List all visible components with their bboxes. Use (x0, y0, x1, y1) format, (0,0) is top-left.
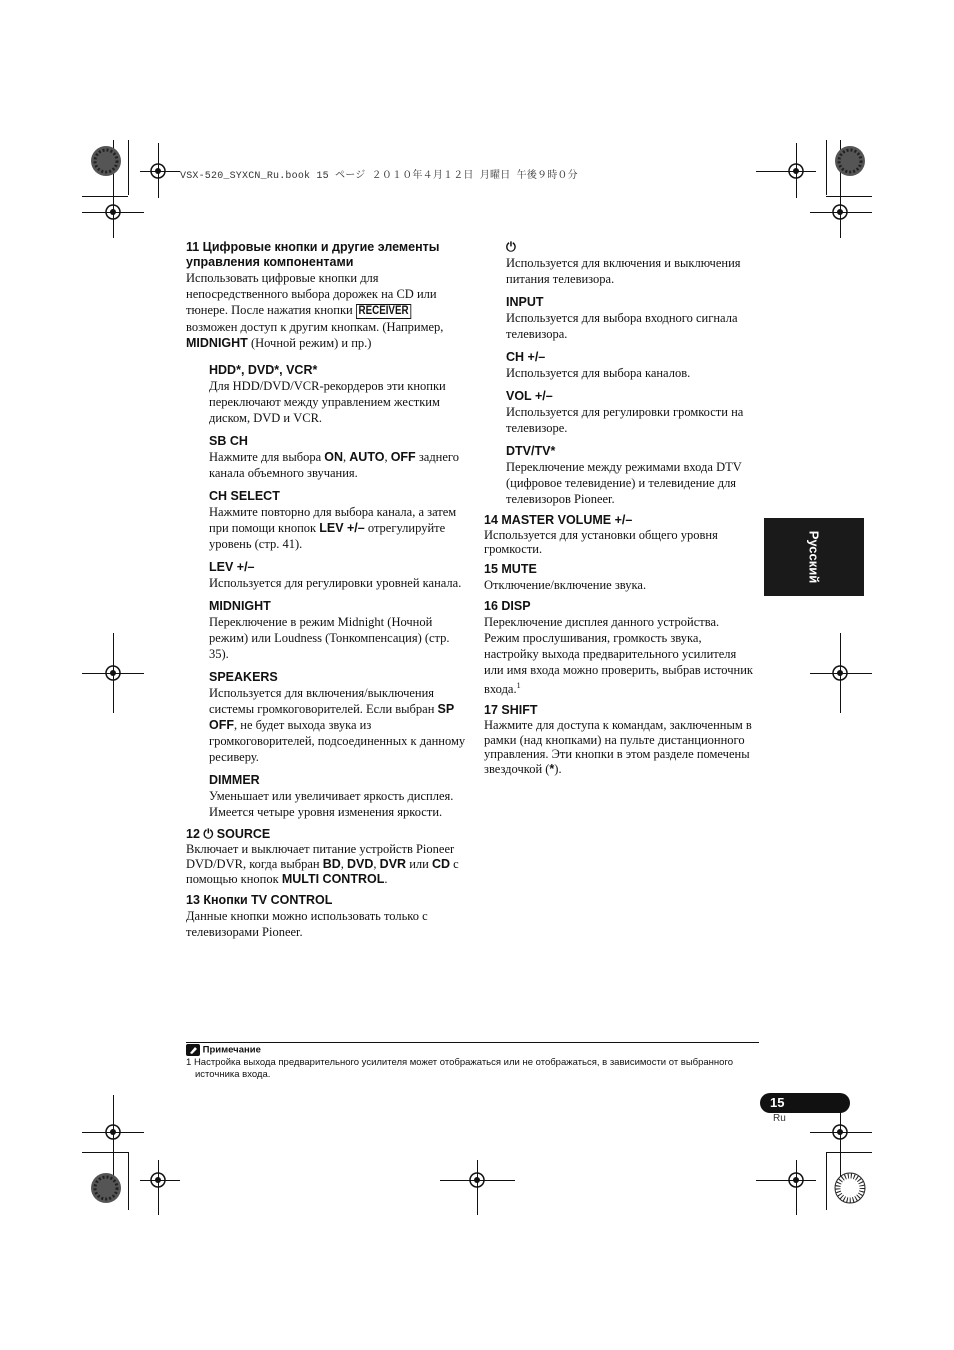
crosshair-icon (830, 663, 850, 683)
note-divider (186, 1042, 759, 1043)
input-heading: INPUT (506, 295, 544, 309)
speakers-text-2: , не будет выхода звука из громкоговорителей, подсоединенных к данному ресиверу. (209, 718, 466, 764)
dtv-heading: DTV/TV* (506, 444, 556, 458)
hdd-heading: HDD*, DVD*, VCR* (209, 363, 318, 377)
crosshair-icon (103, 1122, 123, 1142)
s12-text-1: Включает и выключает питание устройств Pioneer DVD/DVR, когда выбран (186, 842, 455, 871)
registration-circle-icon (90, 145, 122, 177)
section-15-block (484, 562, 754, 593)
input-block (506, 295, 754, 342)
section-11-body (186, 270, 466, 351)
dtv-body: Переключение между режимами входа DTV (цифровое телевидение) и телевидение для телевизоров Pioneer. (506, 460, 742, 506)
crosshair-icon (786, 161, 806, 181)
section-14-body: Используется для установки общего уровня громкости. (484, 528, 718, 556)
s12-dvr: DVR (379, 857, 407, 871)
tv-power-block (506, 240, 754, 287)
s12-or: или (406, 857, 432, 871)
midnight-body: Переключение в режим Midnight (Ночной режим) или Loudness (Тонкомпенсация) (стр. 35). (209, 615, 450, 661)
midnight-heading: MIDNIGHT (209, 599, 271, 613)
crosshair-icon (830, 1122, 850, 1142)
registration-circle-icon (90, 1172, 122, 1204)
page-number: 15 (770, 1095, 785, 1110)
dimmer-body: Уменьшает или увеличивает яркость дисплея. Имеется четыре уровня изменения яркости. (209, 789, 454, 819)
s17-star: * (549, 761, 555, 776)
page-language: Ru (773, 1113, 786, 1124)
sbch-off: OFF (390, 450, 416, 464)
sbch-block (209, 434, 466, 481)
crosshair-icon (103, 663, 123, 683)
left-column (186, 240, 466, 940)
section-16-body (484, 614, 754, 697)
section-11-heading: 11 Цифровые кнопки и другие элементы управления компонентами (186, 240, 440, 269)
dimmer-heading: DIMMER (209, 773, 260, 787)
input-body: Используется для выбора входного сигнала телевизора. (506, 311, 738, 341)
speakers-body (209, 685, 466, 765)
sbch-comma-1: , (343, 450, 350, 464)
section-11-text-1: Использовать цифровые кнопки для непосредственного выбора дорожек на CD или тюнере. После нажатия кнопки (186, 271, 437, 317)
midnight-inline: MIDNIGHT (186, 336, 248, 350)
registration-circle-icon (834, 1172, 866, 1204)
lev-body: Используется для регулировки уровней канала. (209, 576, 462, 590)
tv-power-body: Используется для включения и выключения питания телевизора. (506, 256, 741, 286)
chselect-heading: CH SELECT (209, 489, 280, 503)
vol-block (506, 389, 754, 436)
print-header: VSX-520_SYXCN_Ru.book 15 ページ ２０１０年４月１２日 月曜日 午後９時０分 (180, 171, 578, 182)
speakers-spoff: SP OFF (209, 702, 454, 732)
section-17-body (484, 718, 754, 776)
s12-comma-1: , (340, 857, 348, 871)
section-16-text: Переключение дисплея данного устройства. Режим прослушивания, громкость звука, настройку выхода предварительного усилителя или имя входа можно проверить, выбрав источник входа. (484, 615, 753, 697)
lev-block (209, 560, 466, 591)
section-12-heading (186, 827, 466, 842)
midnight-block (209, 599, 466, 662)
vol-body: Используется для регулировки громкости на телевизоре. (506, 405, 744, 435)
note-number: 1 (186, 1056, 192, 1068)
chselect-body (209, 504, 466, 552)
chselect-lev: LEV +/– (319, 521, 365, 535)
s12-comma-2: , (373, 857, 380, 871)
section-13-block (186, 893, 466, 940)
section-11-text-3: (Ночной режим) и пр.) (247, 336, 372, 350)
ch-heading: CH +/– (506, 350, 546, 364)
sbch-on: ON (324, 450, 344, 464)
language-tab-label: Русский (806, 530, 822, 584)
vol-heading: VOL +/– (506, 389, 553, 403)
s12-multi-control: MULTI CONTROL (281, 872, 385, 886)
chselect-text-1: Нажмите повторно для выбора канала, а затем при помощи кнопок (209, 505, 457, 535)
speakers-text-1: Используется для включения/выключения системы громкоговорителей. Если выбран (209, 686, 438, 716)
s17-text-1: Нажмите для доступа к командам, заключенным в рамки (над кнопками) на пульте дистанционного управления. Эти кнопки в этом разделе помечены звездочкой ( (484, 718, 752, 776)
section-12-block (186, 827, 466, 887)
s12-bd: BD (322, 857, 341, 871)
s12-end: . (384, 872, 388, 886)
section-15-heading: 15 MUTE (484, 562, 537, 576)
s17-text-2: ). (554, 761, 562, 776)
power-icon: ⏻ (506, 240, 516, 254)
section-12-body (186, 842, 466, 887)
crosshair-icon (148, 161, 168, 181)
language-tab (764, 518, 864, 596)
crosshair-icon (467, 1170, 487, 1190)
crosshair-icon (148, 1170, 168, 1190)
section-17-heading: 17 SHIFT (484, 703, 538, 718)
s12-cd: CD (431, 857, 451, 871)
section-12-label: SOURCE (213, 827, 271, 841)
crosshair-icon (786, 1170, 806, 1190)
sbch-heading: SB CH (209, 434, 248, 448)
dimmer-block (209, 773, 466, 820)
footnote-ref: 1 (516, 681, 521, 690)
section-16-heading: 16 DISP (484, 599, 531, 613)
sbch-text-1: Нажмите для выбора (209, 450, 325, 464)
note-text: Настройка выхода предварительного усилителя может отображаться или не отображаться, в зависимости от выбранного источника входа. (193, 1056, 734, 1080)
note-block (186, 1044, 746, 1081)
sbch-text-2: заднего канала объемного звучания. (209, 450, 459, 480)
crosshair-icon (830, 202, 850, 222)
note-item (186, 1057, 746, 1081)
power-icon: ⏻ (203, 827, 214, 841)
sbch-body (209, 449, 466, 481)
receiver-key-label: RECEIVER (356, 304, 411, 319)
section-17-block (484, 703, 754, 776)
note-title: Примечание (202, 1044, 261, 1056)
right-column (484, 240, 754, 776)
speakers-block (209, 670, 466, 765)
dtv-block (506, 444, 754, 507)
sbch-comma-2: , (384, 450, 391, 464)
registration-circle-icon (834, 145, 866, 177)
section-11-text-2: возможен доступ к другим кнопкам. (Например, (186, 320, 444, 334)
chselect-text-2: отрегулируйте уровень (стр. 41). (209, 521, 446, 551)
hdd-block (209, 363, 466, 426)
section-13-heading: 13 Кнопки TV CONTROL (186, 893, 333, 907)
section-15-body: Отключение/включение звука. (484, 578, 647, 592)
pencil-note-icon (186, 1044, 200, 1056)
section-16-block (484, 599, 754, 697)
section-13-body: Данные кнопки можно использовать только с телевизорами Pioneer. (186, 909, 428, 939)
note-title-row (186, 1044, 746, 1057)
speakers-heading: SPEAKERS (209, 670, 278, 684)
s12-text-2: с помощью кнопок (186, 857, 459, 886)
ch-block (506, 350, 754, 381)
section-14-block (484, 513, 754, 556)
section-14-heading: 14 MASTER VOLUME +/– (484, 513, 633, 527)
chselect-block (209, 489, 466, 552)
section-12-number: 12 (186, 827, 204, 841)
sbch-auto: AUTO (349, 450, 385, 464)
ch-body: Используется для выбора каналов. (506, 366, 691, 380)
crosshair-icon (103, 202, 123, 222)
s12-dvd: DVD (347, 857, 374, 871)
lev-heading: LEV +/– (209, 560, 255, 574)
hdd-body: Для HDD/DVD/VCR-рекордеров эти кнопки переключают между управлением жестким диском, DVD и VCR. (209, 379, 446, 425)
